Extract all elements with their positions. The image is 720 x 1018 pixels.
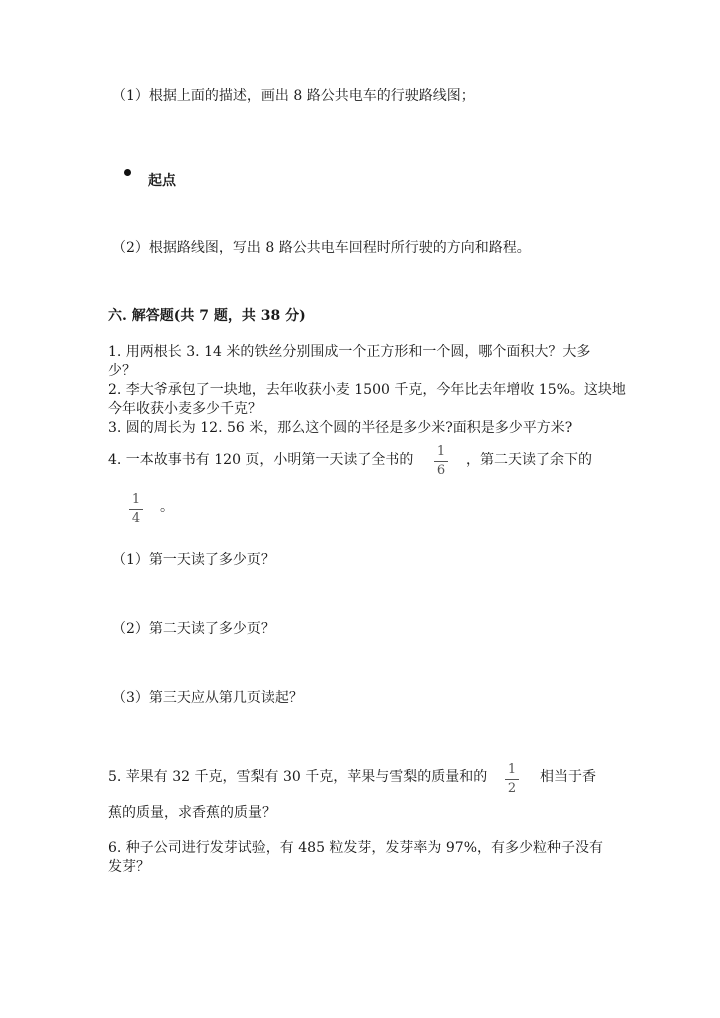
- fraction-bar: [505, 779, 519, 780]
- problem-1-line-2: 少？: [108, 363, 136, 379]
- problem-4-text-a: 4. 一本故事书有 120 页，小明第一天读了全书的: [108, 452, 414, 468]
- problem-4-sub-1: （1）第一天读了多少页？: [112, 552, 275, 568]
- problem-5-text-b: 相当于香: [540, 769, 596, 785]
- problem-1-line-1: 1. 用两根长 3. 14 米的铁丝分别围成一个正方形和一个圆，哪个面积大？大多: [108, 344, 591, 360]
- fraction-numerator: 1: [131, 492, 141, 507]
- problem-2-line-1: 2. 李大爷承包了一块地，去年收获小麦 1500 千克，今年比去年增收 15%。这块地: [108, 382, 626, 398]
- problem-4-text-b: ，第二天读了余下的: [466, 452, 592, 468]
- fraction-denominator: 4: [131, 511, 141, 526]
- start-point-label: 起点: [148, 173, 176, 189]
- problem-4-fraction-2: [128, 492, 144, 527]
- problem-5-text-a: 5. 苹果有 32 千克，雪梨有 30 千克，苹果与雪梨的质量和的: [108, 769, 488, 785]
- problem-2-line-2: 今年收获小麦多少千克？: [108, 401, 262, 417]
- problem-4-fraction-1: [433, 444, 449, 479]
- problem-3: 3. 圆的周长为 12. 56 米，那么这个圆的半径是多少米?面积是多少平方米?: [108, 420, 573, 436]
- problem-5-line-2: 蕉的质量，求香蕉的质量？: [108, 805, 276, 821]
- problem-5-fraction: [504, 762, 520, 797]
- fraction-denominator: 6: [436, 463, 446, 478]
- fraction-numerator: 1: [507, 762, 517, 777]
- problem-6-line-2: 发芽？: [108, 859, 150, 875]
- fraction-numerator: 1: [436, 444, 446, 459]
- problem-4-sub-3: （3）第三天应从第几页读起？: [112, 690, 303, 706]
- question-return-route: （2）根据路线图，写出 8 路公共电车回程时所行驶的方向和路程。: [112, 240, 531, 256]
- start-point-marker: [124, 169, 131, 176]
- fraction-bar: [129, 509, 143, 510]
- fraction-denominator: 2: [507, 781, 517, 796]
- fraction-bar: [434, 461, 448, 462]
- problem-6-line-1: 6. 种子公司进行发芽试验，有 485 粒发芽，发芽率为 97%，有多少粒种子没有: [108, 840, 603, 856]
- section-title: 六. 解答题(共 7 题，共 38 分): [108, 308, 306, 324]
- problem-4-sub-2: （2）第二天读了多少页？: [112, 621, 275, 637]
- question-route-drawing: （1）根据上面的描述，画出 8 路公共电车的行驶路线图；: [112, 88, 475, 104]
- problem-4-end: 。: [160, 499, 174, 515]
